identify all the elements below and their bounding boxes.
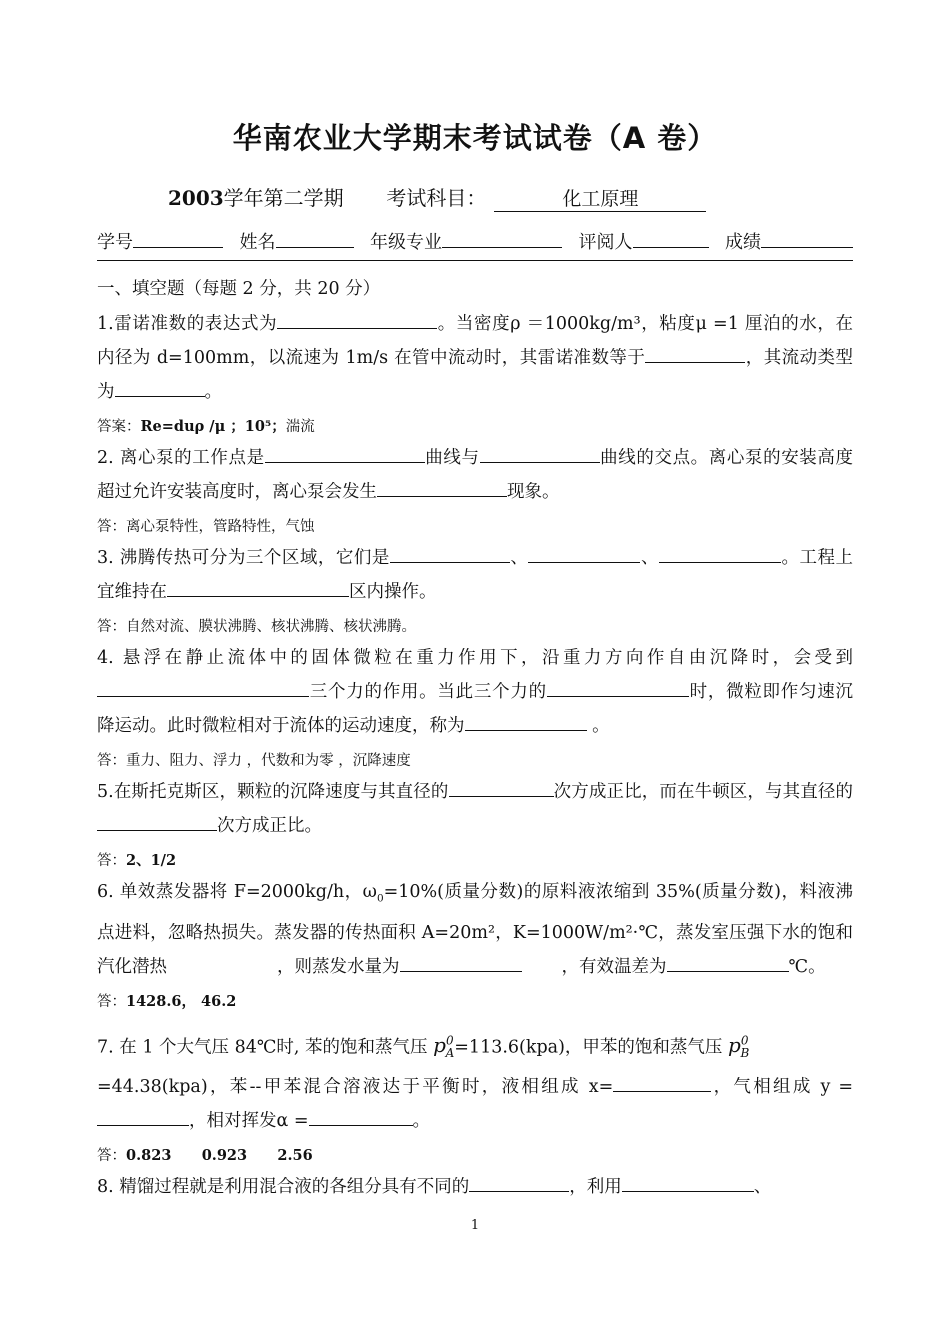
- subject-label: 考试科目：: [386, 186, 487, 210]
- field-major: 年级专业: [370, 232, 442, 253]
- blank: [528, 546, 640, 563]
- field-student-id: 学号: [97, 232, 133, 253]
- blank: [390, 546, 510, 563]
- student-info-row: [97, 228, 853, 254]
- question-7: 7. 在 1 个大气压 84℃时, 苯的饱和蒸气压 $p^0_A=113.6(kpa)$，甲苯的饱和蒸气压 $p^0_B$ =44.38(kpa)，苯--甲苯混合溶液达于平衡时，液相组成 x= ，气相组成 y =，相对挥发α = 。: [97, 1033, 853, 1132]
- blank: [97, 1109, 189, 1126]
- question-5: 5.在斯托克斯区，颗粒的沉降速度与其直径的 次方成正比，而在牛顿区，与其直径的次方成正比。: [97, 782, 854, 836]
- blank: [480, 446, 600, 463]
- blank: [667, 955, 789, 972]
- question-4: 4. 悬浮在静止流体中的固体微粒在重力作用下，沿重力方向作自由沉降时，会受到三个力的作用。当此三个力的 时，微粒即作匀速沉降运动。此时微粒相对于流体的运动速度，称为 。: [97, 648, 854, 736]
- question-2: 2. 离心泵的工作点是 曲线与 曲线的交点。离心泵的安装高度超过允许安装高度时，离心泵会发生 现象。: [97, 448, 853, 502]
- blank: [400, 955, 522, 972]
- blank: [449, 780, 554, 797]
- answer-5: 答：2、1/2: [97, 852, 177, 869]
- blank: [309, 1109, 413, 1126]
- answer-4: 答：重力、阻力、浮力 ，代数和为零 ，沉降速度: [97, 753, 411, 769]
- answer-3: 答：自然对流、膜状沸腾、核状沸腾、核状沸腾。: [97, 619, 416, 635]
- pressure-symbol-b: $p^0_B$: [728, 1033, 750, 1061]
- blank: [167, 580, 349, 597]
- subject-value: 化工原理: [494, 184, 706, 212]
- student-id-blank: [133, 229, 223, 248]
- question-6: 6. 单效蒸发器将 F=2000kg/h，$\omega_0=10\%$(质量分数)的原料液浓缩到 35%(质量分数)，料液沸点进料，忽略热损失。蒸发器的传热面积 A=20m²，K=1000W/m²·℃，蒸发室压强下水的饱和汽化潜热 ，则蒸发水量为 ，有效温差为 ℃。: [97, 882, 853, 977]
- answer-2: 答：离心泵特性，管路特性，气蚀: [97, 519, 315, 535]
- name-blank: [276, 229, 354, 248]
- exam-term: 学年第二学期: [223, 186, 344, 210]
- question-1: 1.雷诺准数的表达式为 。当密度ρ ＝1000kg/m³，粘度μ =1 厘泊的水，在内径为 d=100mm，以流速为 1m/s 在管中流动时，其雷诺准数等于 ，其流动类型为 。: [97, 314, 853, 402]
- exam-subtitle: [168, 182, 706, 212]
- exam-content: [97, 271, 853, 1204]
- blank: [115, 380, 205, 397]
- answer-1: 答案：Re=duρ /μ ；10⁵；湍流: [97, 418, 315, 435]
- blank: [622, 1175, 754, 1192]
- blank: [613, 1075, 711, 1092]
- exam-year: 2003: [168, 186, 224, 210]
- reviewer-blank: [633, 229, 709, 248]
- field-name: 姓名: [239, 232, 276, 253]
- blank: [645, 346, 745, 363]
- major-blank: [442, 229, 562, 248]
- blank: [469, 1175, 569, 1192]
- field-reviewer: 评阅人: [578, 232, 633, 253]
- blank: [97, 680, 309, 697]
- section-heading: 一、填空题（每题 2 分，共 20 分）: [97, 279, 381, 299]
- question-3: 3. 沸腾传热可分为三个区域，它们是 、 、 。工程上宜维持在 区内操作。: [97, 548, 854, 602]
- header-rule: [97, 260, 853, 261]
- page-number: 1: [470, 1218, 480, 1233]
- pressure-symbol-a: $p^0_A$: [433, 1033, 455, 1061]
- blank: [265, 446, 425, 463]
- field-score: 成绩: [725, 232, 761, 253]
- blank: [97, 814, 217, 831]
- blank: [547, 680, 689, 697]
- question-8: 8. 精馏过程就是利用混合液的各组分具有不同的 ，利用 、: [97, 1177, 772, 1198]
- answer-6: 答：1428.6， 46.2: [97, 992, 237, 1010]
- blank: [277, 312, 437, 329]
- blank: [377, 480, 507, 497]
- blank: [659, 546, 781, 563]
- exam-title: 华南农业大学期末考试试卷（A 卷）: [232, 121, 718, 155]
- score-blank: [761, 229, 853, 248]
- answer-7: 答：0.823 0.923 2.56: [97, 1147, 313, 1165]
- blank: [465, 714, 587, 731]
